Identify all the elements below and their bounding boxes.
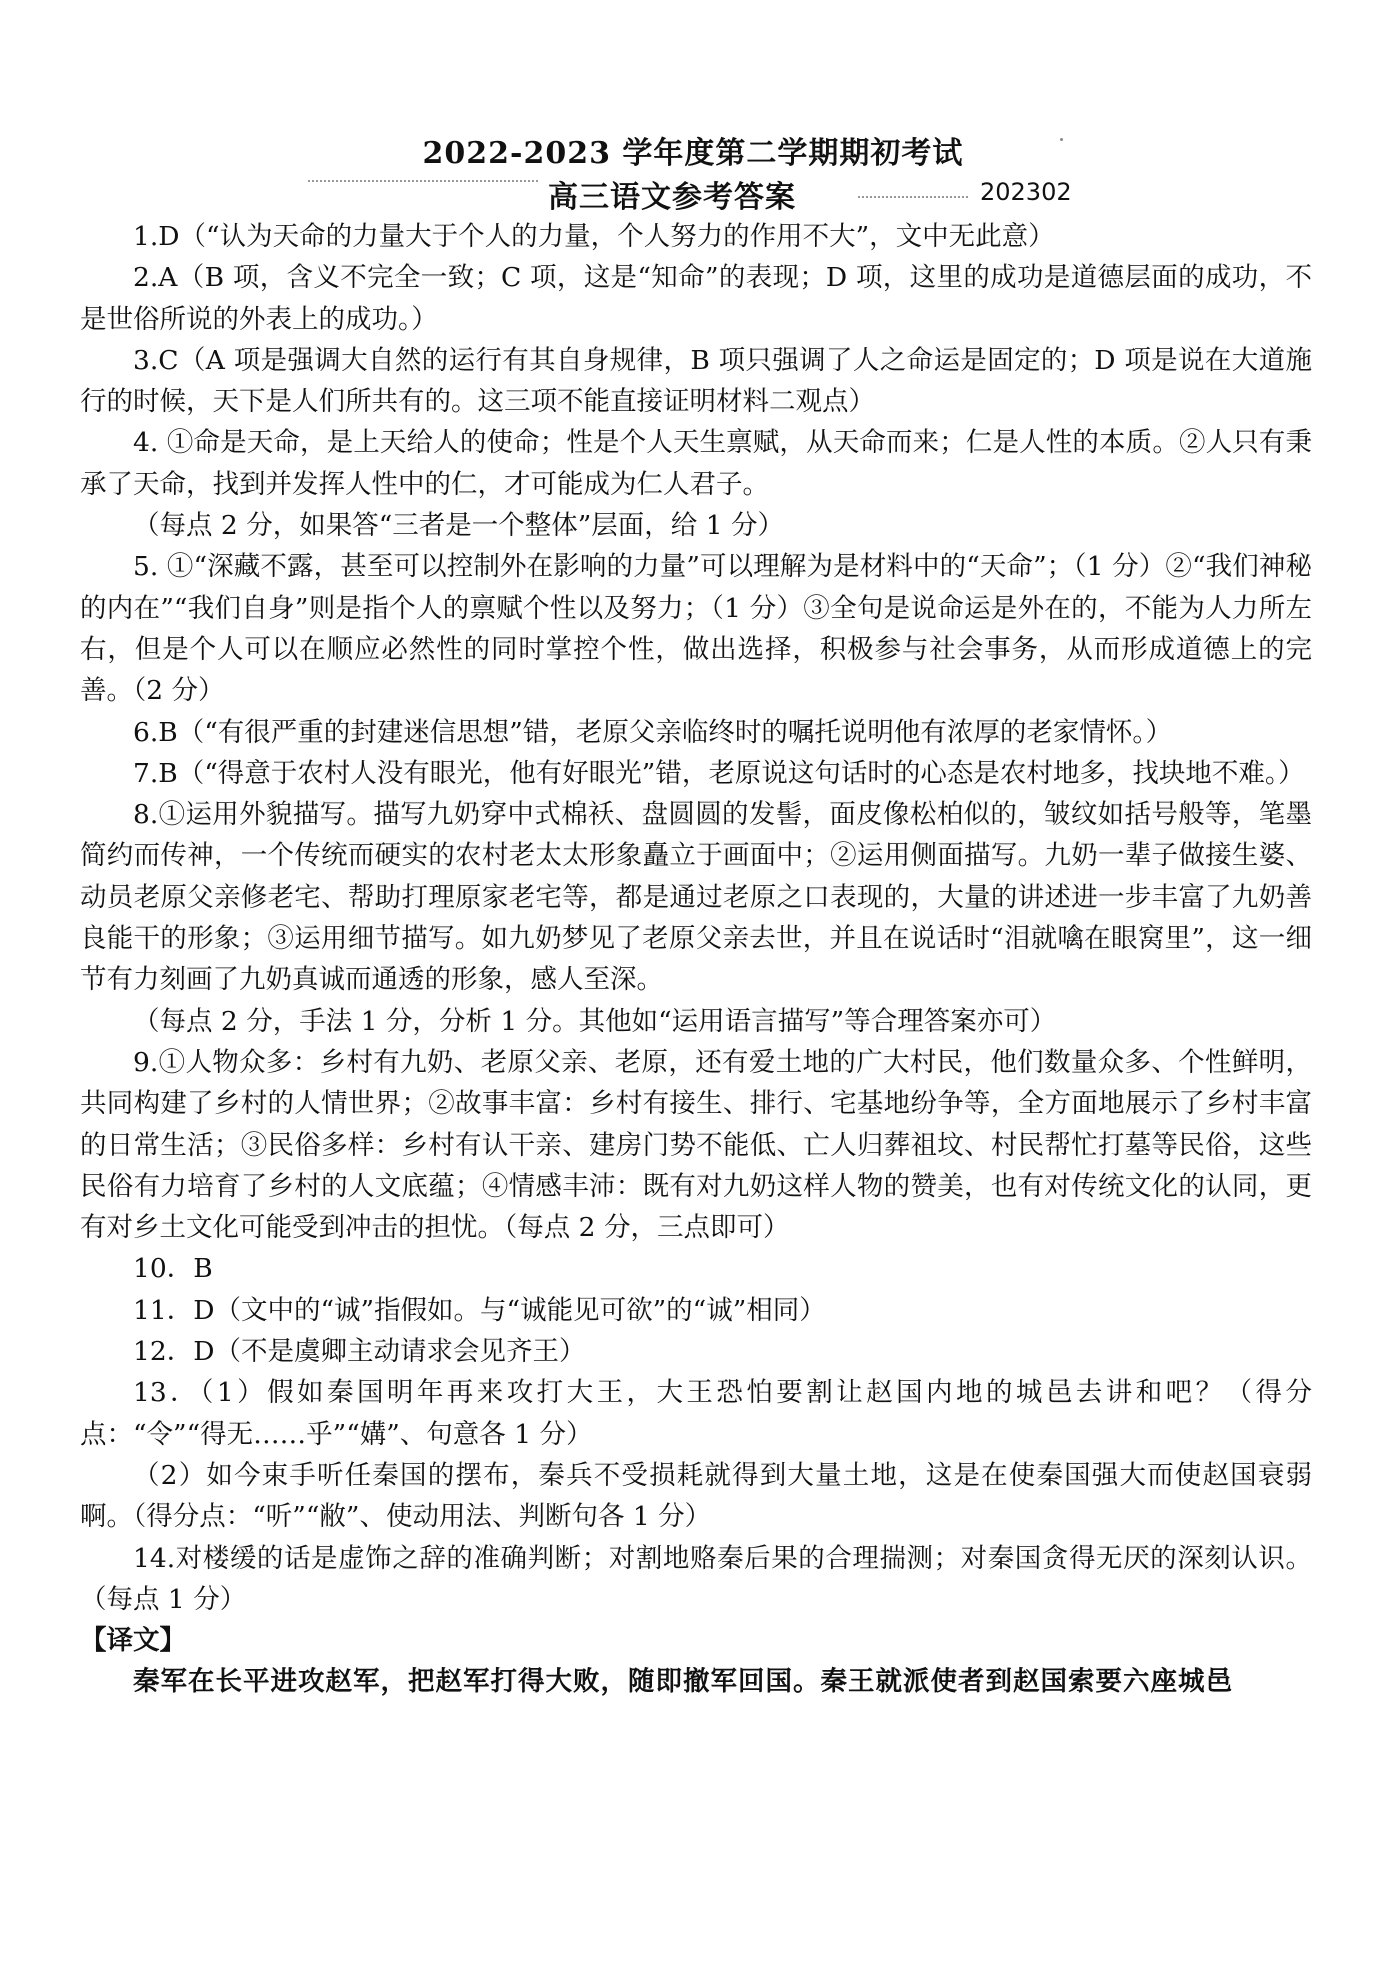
answer-1: 1.D（“认为天命的力量大于个人的力量，个人努力的作用不大”，文中无此意）: [133, 221, 1055, 252]
answer-7: 7.B（“得意于农村人没有眼光，他有好眼光”错，老原说这句话时的心态是农村地多，找块地不难。）: [133, 757, 1305, 789]
answer-2: 2.A（B 项，含义不完全一致；C 项，这是“知命”的表现；D 项，这里的成功是道德层面的成功，不是世俗所说的外表上的成功。）: [80, 262, 1312, 335]
answer-12: 12．D（不是虞卿主动请求会见齐王）: [133, 1336, 586, 1368]
dotted-line-right: [858, 196, 968, 198]
answer-13-part-2: （2）如今束手听任秦国的摆布，秦兵不受损耗就得到大量土地，这是在使秦国强大而使赵国衰弱啊。（得分点：“听”“敝”、使动用法、判断句各 1 分）: [80, 1459, 1312, 1533]
translation-heading: 【译文】: [80, 1625, 186, 1657]
translation-text: 秦军在长平进攻赵军，把赵军打得大败，随即撤军回国。秦王就派使者到赵国索要六座城邑: [133, 1666, 1233, 1698]
answer-6: 6.B（“有很严重的封建迷信思想”错，老原父亲临终时的嘱托说明他有浓厚的老家情怀。）: [133, 716, 1173, 748]
answer-5: 5. ①“深藏不露，甚至可以控制外在影响的力量”可以理解为是材料中的“天命”；（1 分）②“我们神秘的内在”“我们自身”则是指个人的禀赋个性以及努力；（1 分）③全句是说命运是外在的，不能为人力所左右，但是个人可以在顺应必然性的同时掌控个性，做出选择，积极参与社会事务，从而形成道德上的完善。（2 分）: [80, 551, 1312, 707]
exam-code: 202302: [980, 178, 1072, 206]
answer-8-scoring-note: （每点 2 分，手法 1 分，分析 1 分。其他如“运用语言描写”等合理答案亦可）: [133, 1005, 1057, 1037]
subtitle-row: [0, 172, 1386, 215]
answer-13-part-1: 13．（1）假如秦国明年再来攻打大王，大王恐怕要割让赵国内地的城邑去讲和吧？（得分点：“令”“得无……乎”“媾”、句意各 1 分）: [80, 1377, 1312, 1450]
answer-key-title: 高三语文参考答案: [548, 180, 796, 215]
dotted-line-left: [308, 180, 538, 182]
answer-8: 8.①运用外貌描写。描写九奶穿中式棉袄、盘圆圆的发髻，面皮像松柏似的，皱纹如括号般等，笔墨简约而传神，一个传统而硬实的农村老太太形象矗立于画面中；②运用侧面描写。九奶一辈子做接生婆、动员老原父亲修老宅、帮助打理原家老宅等，都是通过老原之口表现的，大量的讲述进一步丰富了九奶善良能干的形象；③运用细节描写。如九奶梦见了老原父亲去世，并且在说话时“泪就噙在眼窝里”，这一细节有力刻画了九奶真诚而通透的形象，感人至深。: [80, 799, 1312, 996]
answers-body: [80, 216, 1312, 1703]
answer-3: 3.C（A 项是强调大自然的运行有其自身规律，B 项只强调了人之命运是固定的；D 项是说在大道施行的时候，天下是人们所共有的。这三项不能直接证明材料二观点）: [80, 344, 1312, 418]
answer-4: 4. ①命是天命，是上天给人的使命；性是个人天生禀赋，从天命而来；仁是人性的本质。②人只有秉承了天命，找到并发挥人性中的仁，才可能成为仁人君子。: [80, 427, 1312, 500]
answer-14: 14.对楼缓的话是虚饰之辞的准确判断；对割地赂秦后果的合理揣测；对秦国贪得无厌的深刻认识。（每点 1 分）: [80, 1542, 1312, 1615]
answer-4-scoring-note: （每点 2 分，如果答“三者是一个整体”层面，给 1 分）: [133, 510, 785, 542]
answer-11: 11．D（文中的“诚”指假如。与“诚能见可欲”的“诚”相同）: [133, 1294, 826, 1326]
exam-title: 2022-2023 学年度第二学期期初考试: [422, 136, 964, 171]
answer-10: 10．B: [133, 1253, 213, 1285]
answer-9: 9.①人物众多：乡村有九奶、老原父亲、老原，还有爱土地的广大村民，他们数量众多、个性鲜明，共同构建了乡村的人情世界；②故事丰富：乡村有接生、排行、宅基地纷争等，全方面地展示了乡村丰富的日常生活；③民俗多样：乡村有认干亲、建房门势不能低、亡人归葬祖坟、村民帮忙打墓等民俗，这些民俗有力培育了乡村的人文底蕴；④情感丰沛：既有对九奶这样人物的赞美，也有对传统文化的认同，更有对乡土文化可能受到冲击的担忧。（每点 2 分，三点即可）: [80, 1046, 1312, 1244]
